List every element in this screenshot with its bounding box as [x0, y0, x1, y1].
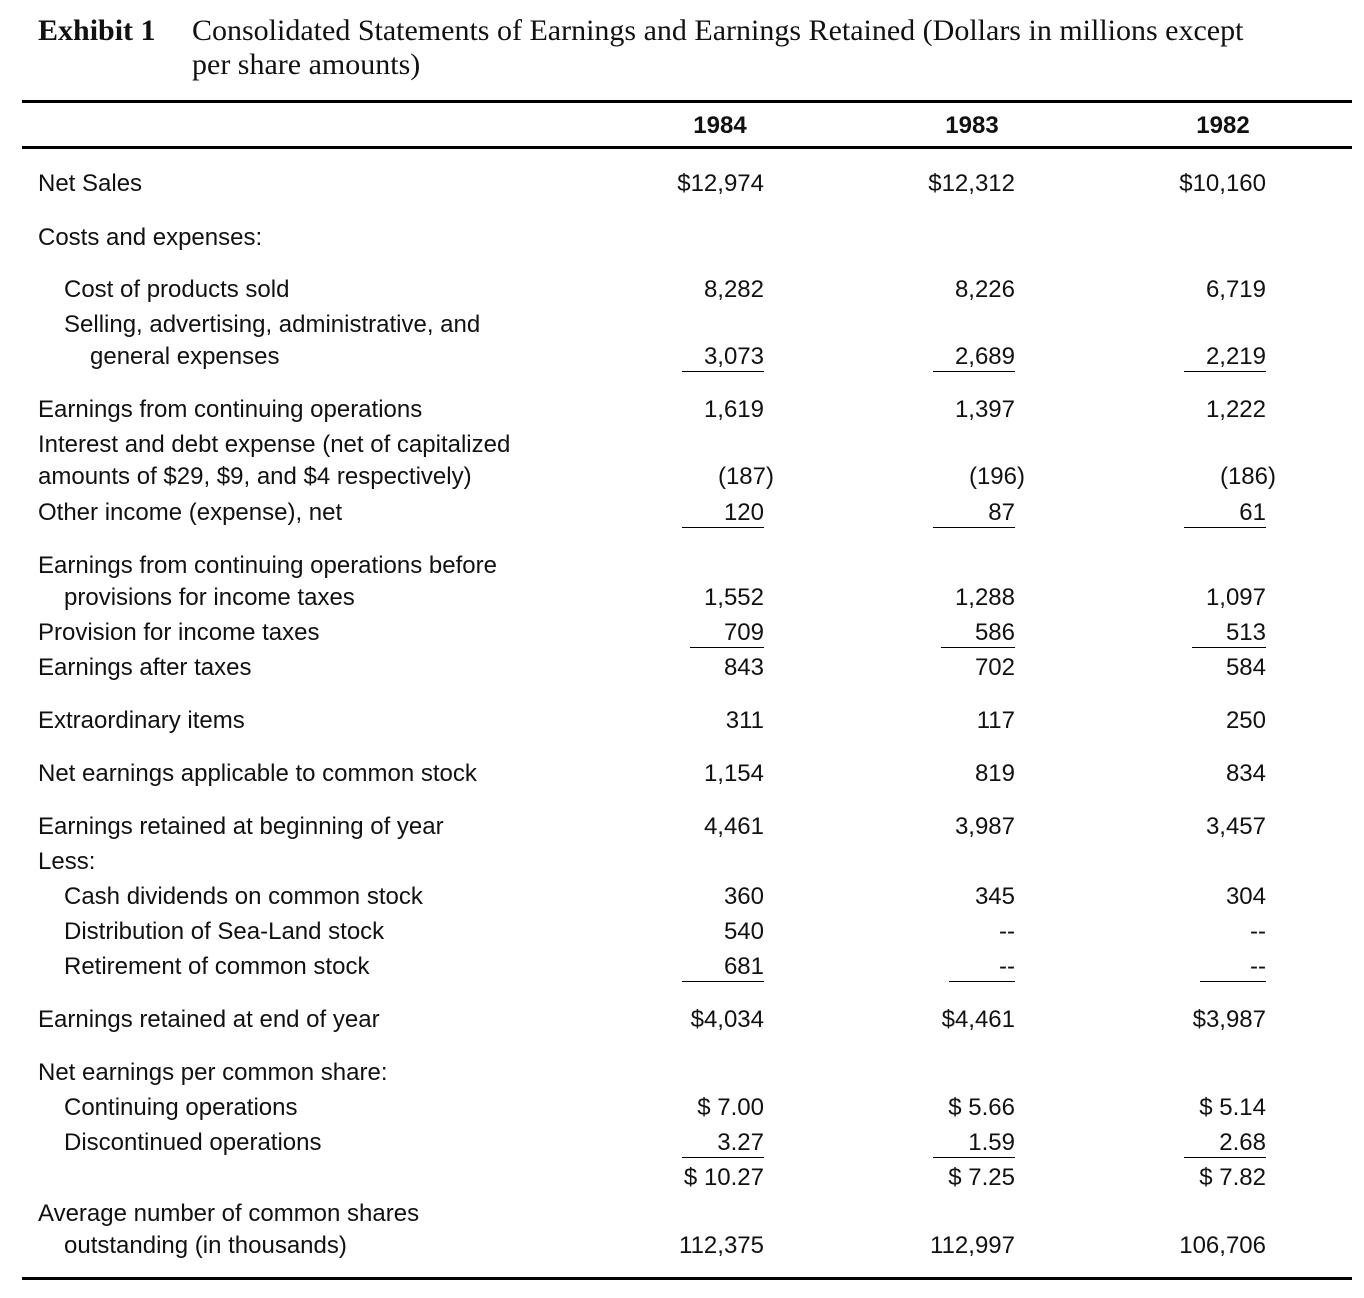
value-1982: 304: [1225, 883, 1266, 910]
row-label: Earnings retained at beginning of year: [38, 813, 444, 840]
title-line-2: per share amounts): [192, 48, 421, 81]
value-1984: 540: [723, 918, 764, 945]
row-label: Provision for income taxes: [38, 619, 320, 646]
bottom-rule: [22, 1277, 1352, 1280]
statement-title: [192, 14, 1332, 82]
value-1982: 1,222: [1205, 396, 1266, 423]
value-1983: $12,312: [928, 170, 1015, 197]
value-1983: 702: [974, 654, 1015, 681]
value-1984: $12,974: [677, 170, 764, 197]
value-1984: 311: [725, 707, 764, 734]
underline: [933, 527, 1015, 528]
row-label: Cash dividends on common stock: [64, 883, 423, 910]
row-label: Earnings retained at end of year: [38, 1006, 380, 1033]
value-1983: 1.59: [968, 1129, 1015, 1156]
row-label: Earnings after taxes: [38, 654, 252, 681]
value-1982: 1,097: [1205, 584, 1266, 611]
exhibit-number: Exhibit 1: [38, 14, 156, 47]
value-1982: 2.68: [1219, 1129, 1266, 1156]
value-1984: $ 10.27: [683, 1164, 764, 1191]
value-1984: 3,073: [703, 343, 764, 370]
row-label: Extraordinary items: [38, 707, 245, 734]
value-1984: 4,461: [703, 813, 764, 840]
value-1984: 843: [723, 654, 764, 681]
value-1982: 834: [1225, 760, 1266, 787]
row-label: Other income (expense), net: [38, 499, 343, 526]
underline: [682, 527, 764, 528]
top-rule: [22, 100, 1352, 103]
underline: [682, 371, 764, 372]
value-1982: $ 7.82: [1199, 1164, 1266, 1191]
value-1984: 3.27: [717, 1129, 764, 1156]
row-label: amounts of $29, $9, and $4 respectively): [38, 463, 472, 490]
value-1982: 6,719: [1205, 276, 1266, 303]
underline: [1184, 371, 1266, 372]
title-line-1: Consolidated Statements of Earnings and Earnings Retained (Dollars in millions except: [192, 14, 1244, 47]
value-1982: 2,219: [1205, 343, 1266, 370]
col-header-1982: 1982: [1196, 112, 1250, 139]
row-label: Average number of common shares: [38, 1200, 420, 1227]
value-1983: 586: [974, 619, 1015, 646]
value-1984: (187): [717, 463, 774, 490]
row-label: Earnings from continuing operations before: [38, 552, 497, 579]
value-1984: 709: [723, 619, 764, 646]
row-label: Continuing operations: [64, 1094, 298, 1121]
value-1983: $ 5.66: [948, 1094, 1015, 1121]
value-1984: 681: [723, 953, 764, 980]
row-label: Net earnings per common share:: [38, 1059, 388, 1086]
row-label: Selling, advertising, administrative, and: [64, 311, 481, 338]
row-label: Cost of products sold: [64, 276, 290, 303]
value-1983: $4,461: [941, 1006, 1015, 1033]
row-label: general expenses: [90, 343, 280, 370]
value-1984: 1,552: [703, 584, 764, 611]
value-1982: --: [1250, 918, 1266, 945]
row-label: Earnings from continuing operations: [38, 396, 423, 423]
value-1982: 584: [1225, 654, 1266, 681]
underline: [690, 647, 764, 648]
row-label: outstanding (in thousands): [64, 1232, 347, 1259]
value-1983: --: [999, 918, 1015, 945]
value-1982: (186): [1219, 463, 1276, 490]
row-label: Retirement of common stock: [64, 953, 370, 980]
row-label: Less:: [38, 848, 96, 875]
value-1982: $10,160: [1179, 170, 1266, 197]
value-1983: 87: [988, 499, 1015, 526]
value-1984: 120: [723, 499, 764, 526]
value-1983: (196): [968, 463, 1025, 490]
underline: [682, 981, 764, 982]
underline: [933, 1157, 1015, 1158]
underline: [941, 647, 1015, 648]
underline: [1200, 981, 1266, 982]
row-label: Costs and expenses:: [38, 224, 263, 251]
value-1982: 61: [1239, 499, 1266, 526]
value-1983: 819: [974, 760, 1015, 787]
col-header-1983: 1983: [945, 112, 999, 139]
value-1984: 1,154: [703, 760, 764, 787]
row-label: provisions for income taxes: [64, 584, 355, 611]
value-1982: 250: [1225, 707, 1266, 734]
value-1983: --: [999, 953, 1015, 980]
value-1982: 106,706: [1179, 1232, 1266, 1259]
row-label: Interest and debt expense (net of capitalized: [38, 431, 511, 458]
value-1984: 8,282: [703, 276, 764, 303]
value-1983: 1,397: [954, 396, 1015, 423]
underline: [1184, 527, 1266, 528]
value-1982: $ 5.14: [1199, 1094, 1266, 1121]
row-label: Discontinued operations: [64, 1129, 322, 1156]
value-1984: 112,375: [679, 1232, 764, 1259]
value-1984: $ 7.00: [697, 1094, 764, 1121]
value-1982: 3,457: [1205, 813, 1266, 840]
value-1982: 513: [1225, 619, 1266, 646]
value-1984: 360: [723, 883, 764, 910]
value-1984: $4,034: [690, 1006, 764, 1033]
value-1982: --: [1250, 953, 1266, 980]
underline: [933, 371, 1015, 372]
underline: [1184, 1157, 1266, 1158]
value-1983: 345: [974, 883, 1015, 910]
value-1983: 2,689: [954, 343, 1015, 370]
value-1983: 8,226: [954, 276, 1015, 303]
value-1983: $ 7.25: [948, 1164, 1015, 1191]
underline: [682, 1157, 764, 1158]
row-label: Distribution of Sea-Land stock: [64, 918, 385, 945]
value-1983: 1,288: [954, 584, 1015, 611]
col-header-1984: 1984: [693, 112, 747, 139]
underline: [949, 981, 1015, 982]
value-1983: 117: [976, 707, 1015, 734]
value-1983: 3,987: [954, 813, 1015, 840]
value-1983: 112,997: [930, 1232, 1015, 1259]
underline: [1192, 647, 1266, 648]
value-1982: $3,987: [1192, 1006, 1266, 1033]
row-label: Net earnings applicable to common stock: [38, 760, 477, 787]
value-1984: 1,619: [703, 396, 764, 423]
header-rule: [22, 146, 1352, 149]
row-label: Net Sales: [38, 170, 143, 197]
